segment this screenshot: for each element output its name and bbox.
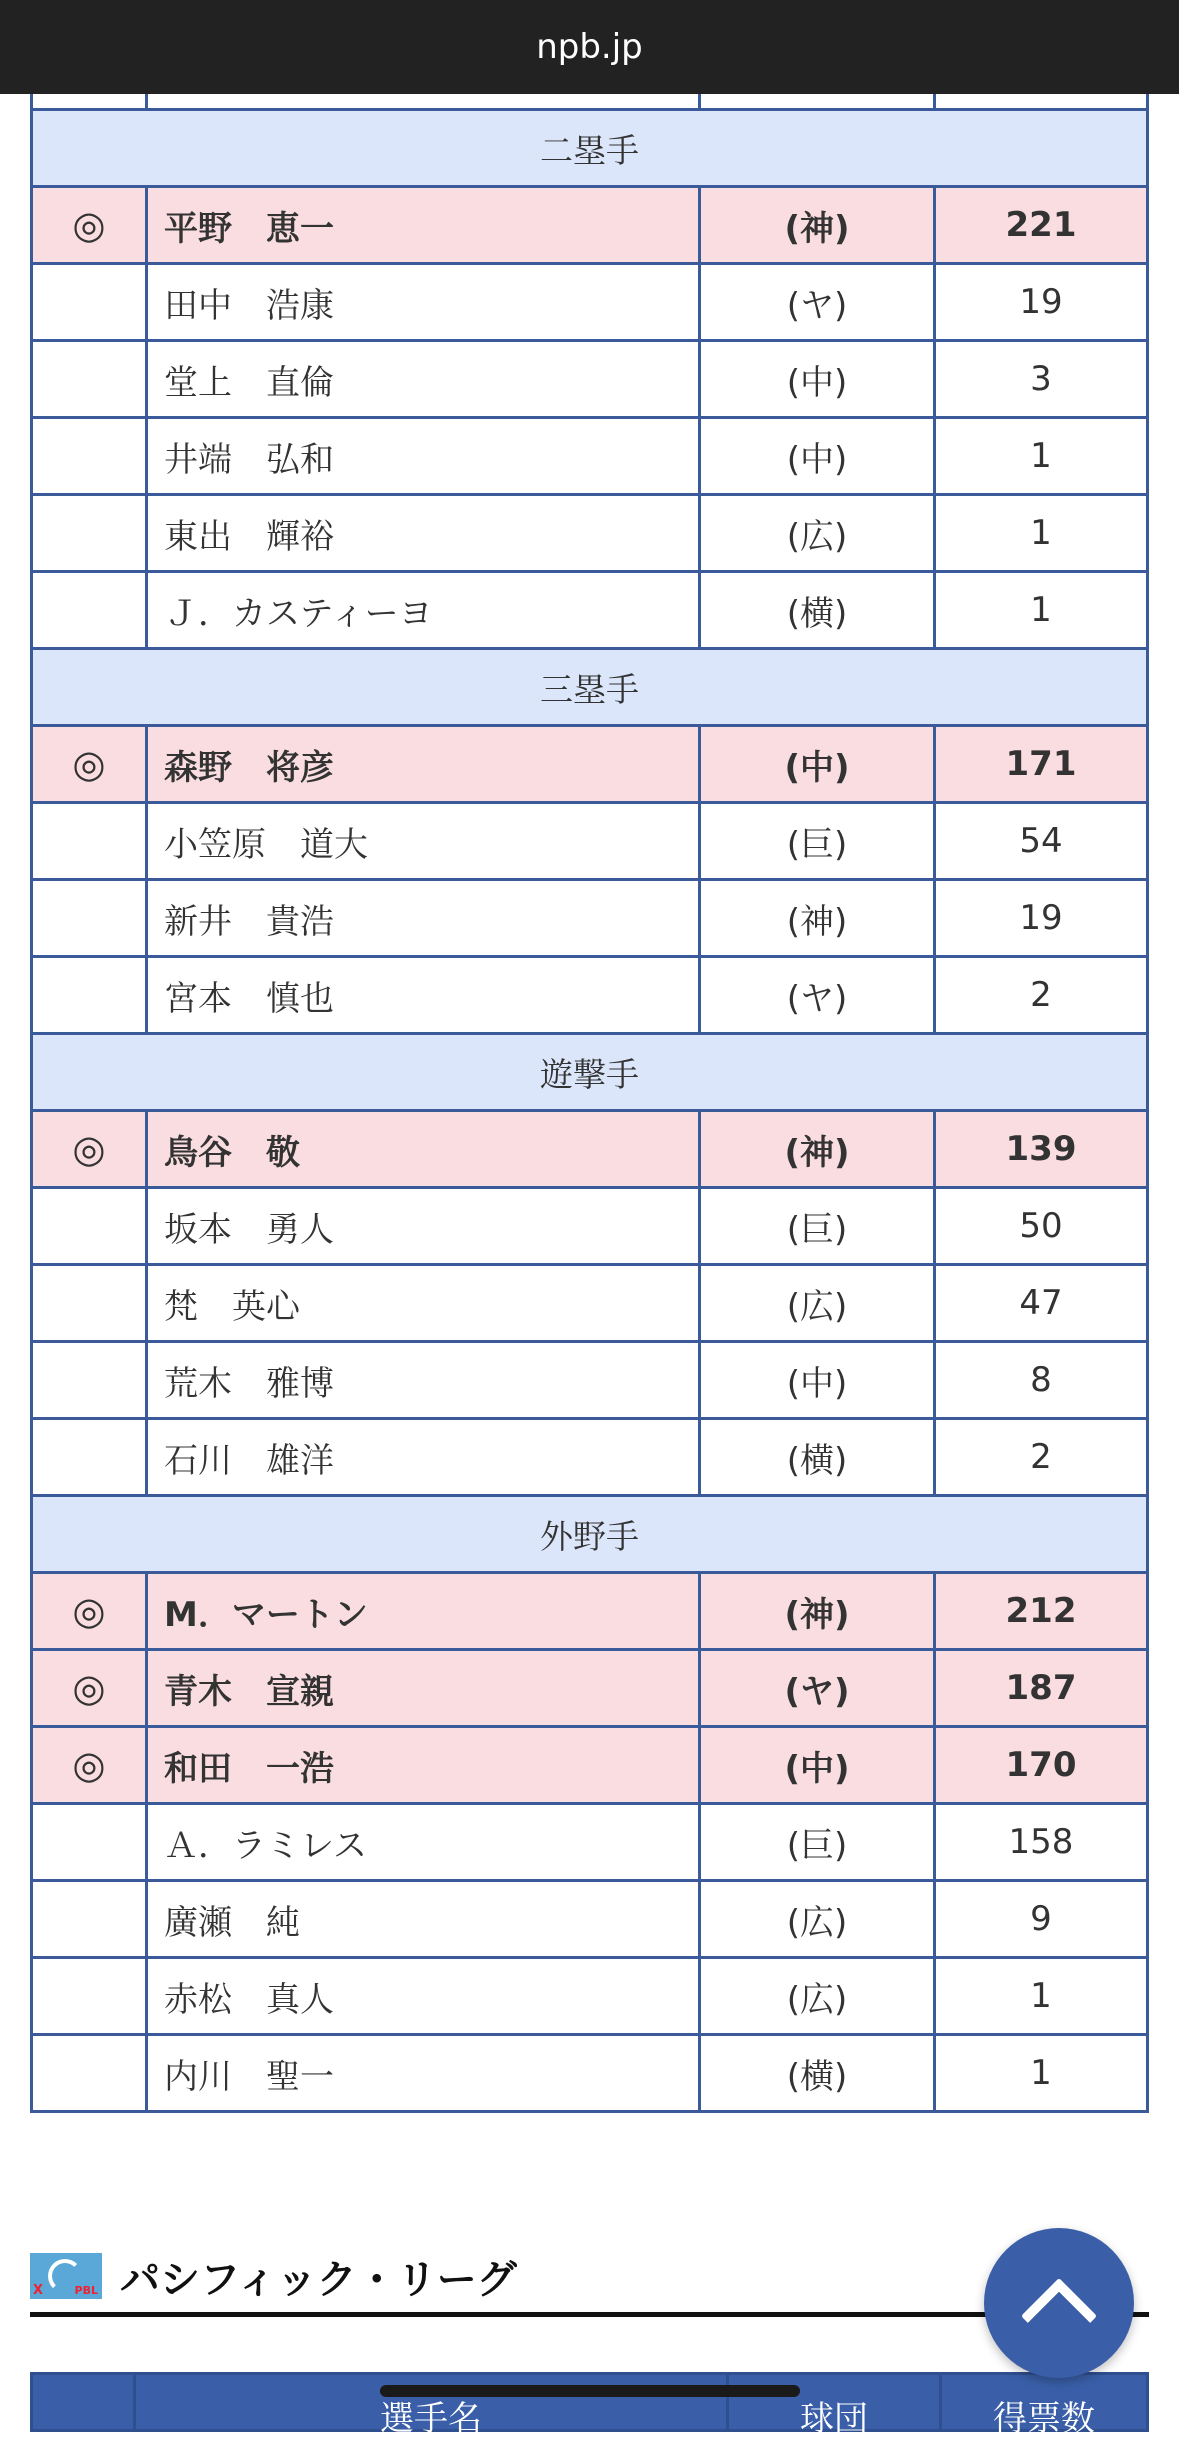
winner-row	[32, 726, 1148, 803]
vote-count: 19	[935, 264, 1148, 341]
player-name: Ｊ．カスティーヨ	[147, 572, 700, 649]
table-row-partial	[32, 94, 1148, 110]
player-name: 堂上 直倫	[147, 341, 700, 418]
player-name: 赤松 真人	[147, 1958, 700, 2035]
header-player-name: 選手名	[136, 2375, 729, 2429]
winner-mark	[32, 880, 147, 957]
team-abbrev: (ヤ)	[700, 957, 935, 1034]
player-name: 井端 弘和	[147, 418, 700, 495]
header-team: 球団	[729, 2375, 942, 2429]
vote-count: 212	[935, 1573, 1148, 1650]
player-name: 青木 宣親	[147, 1650, 700, 1727]
table-row	[32, 1881, 1148, 1958]
pacific-league-heading	[30, 2240, 1149, 2317]
team-abbrev: (横)	[700, 1419, 935, 1496]
team-abbrev: (巨)	[700, 1804, 935, 1881]
vote-count: 171	[935, 726, 1148, 803]
vote-count: 47	[935, 1265, 1148, 1342]
team-abbrev: (中)	[700, 1727, 935, 1804]
vote-count: 8	[935, 1342, 1148, 1419]
section-title: 二塁手	[32, 110, 1148, 187]
table-row	[32, 572, 1148, 649]
table-row	[32, 341, 1148, 418]
table-row	[32, 1419, 1148, 1496]
team-abbrev: (広)	[700, 1881, 935, 1958]
vote-count: 158	[935, 1804, 1148, 1881]
team-abbrev: (神)	[700, 1573, 935, 1650]
team-abbrev: (広)	[700, 1958, 935, 2035]
player-name: 石川 雄洋	[147, 1419, 700, 1496]
player-name: 廣瀬 純	[147, 1881, 700, 1958]
winner-mark	[32, 1958, 147, 2035]
winner-mark	[32, 572, 147, 649]
table-row	[32, 1342, 1148, 1419]
team-abbrev: (中)	[700, 341, 935, 418]
player-name: 新井 貴浩	[147, 880, 700, 957]
player-name: 荒木 雅博	[147, 1342, 700, 1419]
winner-mark	[32, 1265, 147, 1342]
player-name: 小笠原 道大	[147, 803, 700, 880]
winner-mark	[32, 803, 147, 880]
section-title: 遊撃手	[32, 1034, 1148, 1111]
winner-mark	[32, 341, 147, 418]
table-row	[32, 1958, 1148, 2035]
winner-mark: ◎	[32, 1111, 147, 1188]
vote-count: 170	[935, 1727, 1148, 1804]
section-header-row	[32, 1034, 1148, 1111]
player-name: 平野 恵一	[147, 187, 700, 264]
team-abbrev: (横)	[700, 572, 935, 649]
vote-count: 221	[935, 187, 1148, 264]
team-abbrev: (広)	[700, 495, 935, 572]
player-name: 内川 聖一	[147, 2035, 700, 2112]
pacific-table-header	[30, 2372, 1149, 2439]
vote-count: 1	[935, 572, 1148, 649]
vote-count: 9	[935, 1881, 1148, 1958]
team-abbrev: (神)	[700, 880, 935, 957]
vote-count: 50	[935, 1188, 1148, 1265]
table-row	[32, 1804, 1148, 1881]
winner-row	[32, 1727, 1148, 1804]
player-name: 梵 英心	[147, 1265, 700, 1342]
vote-count: 2	[935, 1419, 1148, 1496]
browser-domain: npb.jp	[536, 27, 643, 67]
team-abbrev: (中)	[700, 726, 935, 803]
scroll-to-top-button[interactable]	[984, 2228, 1134, 2378]
winner-mark: ◎	[32, 187, 147, 264]
league-title: パシフィック・リーグ	[120, 2256, 517, 2303]
table-row	[32, 957, 1148, 1034]
section-header-row	[32, 649, 1148, 726]
browser-url-bar[interactable]	[0, 0, 1179, 94]
table-row	[32, 1188, 1148, 1265]
home-indicator[interactable]	[380, 2385, 800, 2397]
team-abbrev: (巨)	[700, 803, 935, 880]
player-name: 田中 浩康	[147, 264, 700, 341]
section-title: 三塁手	[32, 649, 1148, 726]
section-header-row	[32, 1496, 1148, 1573]
team-abbrev: (神)	[700, 187, 935, 264]
winner-mark: ◎	[32, 1573, 147, 1650]
vote-count: 139	[935, 1111, 1148, 1188]
winner-mark	[32, 495, 147, 572]
player-name: 東出 輝裕	[147, 495, 700, 572]
team-abbrev: (ヤ)	[700, 264, 935, 341]
vote-count: 3	[935, 341, 1148, 418]
pacific-league-logo-icon: X PBL	[30, 2253, 102, 2299]
winner-mark	[32, 1188, 147, 1265]
section-header-row	[32, 110, 1148, 187]
header-mark	[33, 2375, 136, 2429]
player-name: 森野 将彦	[147, 726, 700, 803]
table-row	[32, 880, 1148, 957]
section-title: 外野手	[32, 1496, 1148, 1573]
team-abbrev: (中)	[700, 1342, 935, 1419]
player-name: 宮本 慎也	[147, 957, 700, 1034]
player-name: Ａ．ラミレス	[147, 1804, 700, 1881]
winner-mark	[32, 1881, 147, 1958]
team-abbrev: (巨)	[700, 1188, 935, 1265]
vote-count: 54	[935, 803, 1148, 880]
table-row	[32, 495, 1148, 572]
team-abbrev: (ヤ)	[700, 1650, 935, 1727]
team-abbrev: (神)	[700, 1111, 935, 1188]
vote-count: 187	[935, 1650, 1148, 1727]
vote-count: 1	[935, 418, 1148, 495]
winner-mark	[32, 2035, 147, 2112]
team-abbrev: (中)	[700, 418, 935, 495]
winner-mark	[32, 1342, 147, 1419]
winner-mark	[32, 957, 147, 1034]
winner-mark	[32, 418, 147, 495]
vote-count: 19	[935, 880, 1148, 957]
table-row	[32, 2035, 1148, 2112]
central-league-votes-table	[30, 94, 1149, 2113]
table-row	[32, 418, 1148, 495]
player-name: M．マートン	[147, 1573, 700, 1650]
player-name: 坂本 勇人	[147, 1188, 700, 1265]
winner-row	[32, 187, 1148, 264]
vote-count: 1	[935, 495, 1148, 572]
winner-mark: ◎	[32, 1650, 147, 1727]
winner-row	[32, 1650, 1148, 1727]
player-name: 鳥谷 敬	[147, 1111, 700, 1188]
table-row	[32, 803, 1148, 880]
chevron-up-icon	[1021, 2278, 1097, 2354]
team-abbrev: (広)	[700, 1265, 935, 1342]
player-name: 和田 一浩	[147, 1727, 700, 1804]
table-row	[32, 264, 1148, 341]
winner-mark	[32, 264, 147, 341]
vote-count: 2	[935, 957, 1148, 1034]
table-row	[32, 1265, 1148, 1342]
team-abbrev: (横)	[700, 2035, 935, 2112]
winner-mark: ◎	[32, 726, 147, 803]
winner-mark	[32, 1419, 147, 1496]
winner-row	[32, 1573, 1148, 1650]
vote-count: 1	[935, 2035, 1148, 2112]
winner-mark: ◎	[32, 1727, 147, 1804]
header-votes: 得票数	[993, 2399, 1095, 2439]
winner-mark	[32, 1804, 147, 1881]
winner-row	[32, 1111, 1148, 1188]
vote-count: 1	[935, 1958, 1148, 2035]
